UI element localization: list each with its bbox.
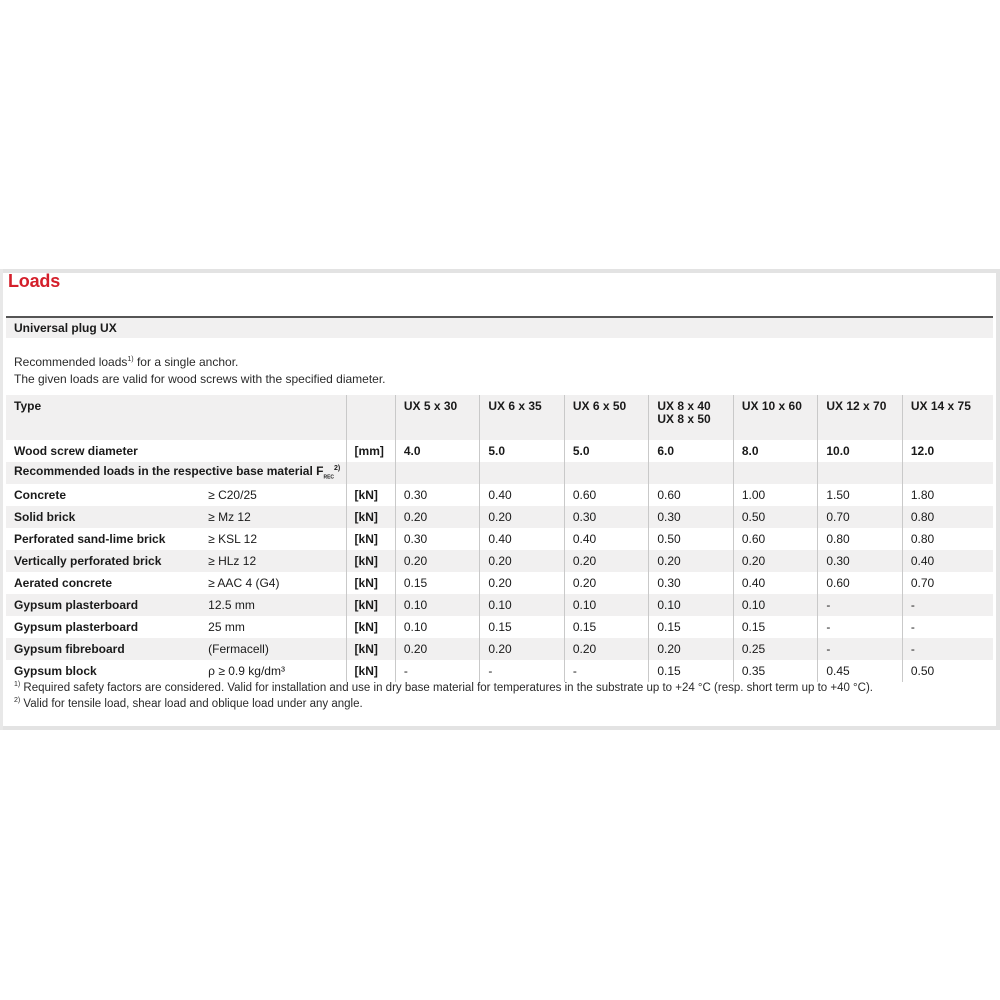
load-value: 0.80 bbox=[902, 506, 993, 528]
product-title: Universal plug UX bbox=[14, 321, 117, 335]
load-value: - bbox=[564, 660, 649, 682]
load-unit: [kN] bbox=[346, 660, 395, 682]
load-unit: [kN] bbox=[346, 484, 395, 506]
section-empty-cell bbox=[564, 462, 649, 484]
material-standard: ≥ C20/25 bbox=[200, 484, 346, 506]
load-value: 0.30 bbox=[564, 506, 649, 528]
load-unit: [kN] bbox=[346, 528, 395, 550]
type-name: UX 6 x 35 bbox=[488, 399, 542, 413]
section-empty-cell bbox=[649, 462, 734, 484]
load-unit: [kN] bbox=[346, 594, 395, 616]
load-value: 0.20 bbox=[564, 550, 649, 572]
load-value: 0.40 bbox=[564, 528, 649, 550]
load-unit: [kN] bbox=[346, 616, 395, 638]
load-value: 0.10 bbox=[480, 594, 565, 616]
load-row bbox=[6, 594, 993, 616]
footnote-1-mark: 1) bbox=[14, 681, 21, 688]
load-unit: [kN] bbox=[346, 550, 395, 572]
type-unit-cell bbox=[346, 395, 395, 440]
type-header-cell bbox=[395, 395, 480, 440]
load-value: 0.40 bbox=[480, 484, 565, 506]
load-value: 0.40 bbox=[902, 550, 993, 572]
type-label: Type bbox=[6, 395, 346, 440]
load-value: 0.15 bbox=[733, 616, 818, 638]
load-value: 0.10 bbox=[395, 616, 480, 638]
section-empty-cell bbox=[818, 462, 903, 484]
load-row bbox=[6, 528, 993, 550]
load-value: 0.35 bbox=[733, 660, 818, 682]
screw-diameter-value: 5.0 bbox=[564, 440, 649, 462]
type-header-cell bbox=[818, 395, 903, 440]
material-name: Gypsum plasterboard bbox=[6, 616, 200, 638]
load-value: 0.20 bbox=[649, 550, 734, 572]
load-value: 0.30 bbox=[649, 572, 734, 594]
type-name-alt: UX 8 x 50 bbox=[657, 412, 711, 426]
section-empty-cell bbox=[395, 462, 480, 484]
load-value: 0.20 bbox=[564, 638, 649, 660]
material-standard: ≥ AAC 4 (G4) bbox=[200, 572, 346, 594]
loads-table bbox=[6, 395, 993, 682]
material-name: Gypsum plasterboard bbox=[6, 594, 200, 616]
material-standard: ≥ KSL 12 bbox=[200, 528, 346, 550]
section-title-text: Recommended loads in the respective base material F bbox=[14, 464, 324, 478]
product-band bbox=[6, 316, 993, 338]
section-unit-cell bbox=[346, 462, 395, 484]
load-value: 0.10 bbox=[395, 594, 480, 616]
load-unit: [kN] bbox=[346, 506, 395, 528]
type-name: UX 5 x 30 bbox=[403, 399, 458, 413]
load-row bbox=[6, 638, 993, 660]
load-value: 1.00 bbox=[733, 484, 818, 506]
load-value: 0.70 bbox=[818, 506, 903, 528]
load-value: 0.30 bbox=[395, 484, 480, 506]
load-value: 0.15 bbox=[480, 616, 565, 638]
section-title-sub: REC bbox=[323, 474, 335, 481]
load-value: - bbox=[902, 616, 993, 638]
load-value: 0.20 bbox=[480, 638, 565, 660]
material-name: Perforated sand-lime brick bbox=[6, 528, 200, 550]
type-name: UX 12 x 70 bbox=[826, 399, 887, 413]
load-value: 1.80 bbox=[902, 484, 993, 506]
load-value: 0.20 bbox=[395, 550, 480, 572]
load-value: 0.60 bbox=[733, 528, 818, 550]
footnote-1 bbox=[14, 681, 873, 694]
material-name: Concrete bbox=[6, 484, 200, 506]
load-value: 0.20 bbox=[649, 638, 734, 660]
load-value: 0.20 bbox=[395, 638, 480, 660]
footnote-2-text: Valid for tensile load, shear load and oblique load under any angle. bbox=[20, 697, 363, 710]
load-value: - bbox=[395, 660, 480, 682]
load-value: 0.40 bbox=[733, 572, 818, 594]
load-row bbox=[6, 572, 993, 594]
load-value: - bbox=[818, 638, 903, 660]
card-left-edge bbox=[0, 269, 3, 730]
type-header-cell bbox=[564, 395, 649, 440]
load-value: 0.20 bbox=[564, 572, 649, 594]
screw-diameter-value: 5.0 bbox=[480, 440, 565, 462]
intro-line-1 bbox=[14, 355, 238, 369]
intro-line-1-post: for a single anchor. bbox=[133, 355, 239, 369]
load-value: 0.20 bbox=[480, 550, 565, 572]
type-header-row bbox=[6, 395, 993, 440]
material-name: Aerated concrete bbox=[6, 572, 200, 594]
material-standard: ≥ HLz 12 bbox=[200, 550, 346, 572]
material-standard: 12.5 mm bbox=[200, 594, 346, 616]
section-title bbox=[6, 462, 346, 484]
load-row bbox=[6, 660, 993, 682]
material-standard: 25 mm bbox=[200, 616, 346, 638]
load-value: 0.45 bbox=[818, 660, 903, 682]
load-value: 0.25 bbox=[733, 638, 818, 660]
section-title-sup: 2) bbox=[334, 465, 341, 472]
screw-diameter-value: 8.0 bbox=[733, 440, 818, 462]
material-standard: ≥ Mz 12 bbox=[200, 506, 346, 528]
load-value: - bbox=[480, 660, 565, 682]
load-value: - bbox=[818, 594, 903, 616]
load-value: 0.80 bbox=[818, 528, 903, 550]
screw-diameter-value: 12.0 bbox=[902, 440, 993, 462]
load-row bbox=[6, 550, 993, 572]
load-value: 0.40 bbox=[480, 528, 565, 550]
material-name: Gypsum block bbox=[6, 660, 200, 682]
section-title-row bbox=[6, 462, 993, 484]
load-value: 0.20 bbox=[395, 506, 480, 528]
load-value: 1.50 bbox=[818, 484, 903, 506]
type-name: UX 6 x 50 bbox=[572, 399, 627, 413]
type-header-cell bbox=[649, 395, 734, 440]
screw-diameter-value: 4.0 bbox=[395, 440, 480, 462]
screw-diameter-label: Wood screw diameter bbox=[6, 440, 346, 462]
load-value: 0.30 bbox=[818, 550, 903, 572]
material-standard: (Fermacell) bbox=[200, 638, 346, 660]
card-right-edge bbox=[996, 269, 1000, 730]
material-name: Solid brick bbox=[6, 506, 200, 528]
load-value: 0.10 bbox=[733, 594, 818, 616]
material-standard: ρ ≥ 0.9 kg/dm³ bbox=[200, 660, 346, 682]
load-value: 0.20 bbox=[733, 550, 818, 572]
screw-diameter-value: 6.0 bbox=[649, 440, 734, 462]
load-value: 0.50 bbox=[733, 506, 818, 528]
screw-diameter-value: 10.0 bbox=[818, 440, 903, 462]
footnote-2 bbox=[14, 697, 363, 710]
load-value: 0.30 bbox=[395, 528, 480, 550]
load-unit: [kN] bbox=[346, 572, 395, 594]
type-header-cell bbox=[902, 395, 993, 440]
load-value: 0.20 bbox=[480, 572, 565, 594]
load-value: 0.60 bbox=[818, 572, 903, 594]
type-header-cell bbox=[480, 395, 565, 440]
load-value: 0.50 bbox=[902, 660, 993, 682]
load-value: 0.10 bbox=[649, 594, 734, 616]
intro-line-2: The given loads are valid for wood screws with the specified diameter. bbox=[14, 372, 386, 386]
intro-footnote-mark: 1) bbox=[127, 356, 134, 363]
load-value: 0.70 bbox=[902, 572, 993, 594]
load-row bbox=[6, 506, 993, 528]
load-row bbox=[6, 616, 993, 638]
load-value: - bbox=[818, 616, 903, 638]
footnote-1-text: Required safety factors are considered. Valid for installation and use in dry base material for temperatures in the substrate up to +24 °C (resp. short term up to +40 °C). bbox=[20, 681, 873, 694]
load-value: 0.15 bbox=[564, 616, 649, 638]
screw-diameter-unit: [mm] bbox=[346, 440, 395, 462]
load-value: - bbox=[902, 594, 993, 616]
load-unit: [kN] bbox=[346, 638, 395, 660]
section-empty-cell bbox=[902, 462, 993, 484]
load-value: 0.20 bbox=[480, 506, 565, 528]
section-empty-cell bbox=[480, 462, 565, 484]
section-empty-cell bbox=[733, 462, 818, 484]
material-name: Vertically perforated brick bbox=[6, 550, 200, 572]
type-name: UX 8 x 40 bbox=[657, 399, 711, 413]
section-heading: Loads bbox=[8, 271, 61, 291]
load-value: 0.15 bbox=[649, 660, 734, 682]
material-name: Gypsum fibreboard bbox=[6, 638, 200, 660]
load-value: - bbox=[902, 638, 993, 660]
load-value: 0.60 bbox=[649, 484, 734, 506]
load-value: 0.15 bbox=[649, 616, 734, 638]
type-name: UX 10 x 60 bbox=[741, 399, 802, 413]
load-value: 0.10 bbox=[564, 594, 649, 616]
load-row bbox=[6, 484, 993, 506]
load-value: 0.30 bbox=[649, 506, 734, 528]
footnote-2-mark: 2) bbox=[14, 697, 21, 704]
screw-diameter-row bbox=[6, 440, 993, 462]
load-value: 0.50 bbox=[649, 528, 734, 550]
intro-line-1-pre: Recommended loads bbox=[14, 355, 128, 369]
load-value: 0.80 bbox=[902, 528, 993, 550]
load-value: 0.15 bbox=[395, 572, 480, 594]
type-header-cell bbox=[733, 395, 818, 440]
type-name: UX 14 x 75 bbox=[910, 399, 971, 413]
load-value: 0.60 bbox=[564, 484, 649, 506]
